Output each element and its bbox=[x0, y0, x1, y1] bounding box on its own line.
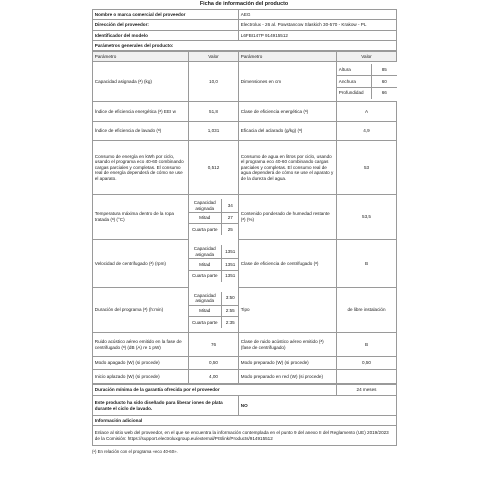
capacity-value: 10,0 bbox=[189, 62, 239, 102]
washing-index-value: 1,031 bbox=[189, 122, 239, 141]
delay-start-value: 4,00 bbox=[189, 370, 239, 384]
sheet-title: Ficha de información del producto bbox=[199, 1, 289, 7]
capacity-label: Capacidad asignada (ᵃ) (kg) bbox=[93, 62, 189, 102]
model-label: Identificador del modelo bbox=[93, 31, 239, 41]
standby-label: Modo preparado (W) (si procede) bbox=[239, 357, 337, 370]
load-label: Cuarta parte bbox=[189, 224, 221, 235]
spin-speed-value: 1351 bbox=[221, 245, 239, 258]
column-header-value: Valor bbox=[189, 52, 239, 62]
energy-class-label: Clase de eficiencia energética (ᵃ) bbox=[239, 102, 337, 122]
dimension-row bbox=[337, 64, 397, 75]
noise-value: 76 bbox=[189, 333, 239, 357]
load-row bbox=[189, 245, 239, 258]
duration-value: 2:55 bbox=[221, 305, 239, 316]
dimensions-cell bbox=[337, 62, 397, 102]
spin-class-label: Clase de eficiencia de centrifugado (ᵃ) bbox=[239, 240, 337, 288]
parameters-table bbox=[92, 51, 397, 384]
load-row bbox=[189, 259, 239, 270]
load-label: Mitad bbox=[189, 213, 221, 224]
load-label: Cuarta parte bbox=[189, 316, 221, 327]
dimensions-label: Dimensiones en cm bbox=[239, 62, 337, 102]
duration-table bbox=[189, 292, 239, 328]
address-label: Dirección del proveedor: bbox=[93, 20, 239, 31]
eei-label: Índice de eficiencia energética (ᵃ) EEI w bbox=[93, 102, 189, 122]
duration-label: Duración del programa (ᵃ) (h:min) bbox=[93, 288, 189, 333]
spin-class-value: B bbox=[337, 240, 397, 288]
load-label: Capacidad asignada bbox=[189, 292, 221, 305]
standby-value: 0,50 bbox=[337, 357, 397, 370]
load-label: Mitad bbox=[189, 259, 221, 270]
off-mode-label: Modo apagado (W) (si procede) bbox=[93, 357, 189, 370]
dimension-name: Altura bbox=[337, 64, 371, 75]
networked-standby-label: Modo preparado en red (W) (si procede) bbox=[239, 370, 337, 384]
noise-class-value: B bbox=[337, 333, 397, 357]
temperature-label: Temperatura máxima dentro de la ropa tratada (ᵃ) (°C) bbox=[93, 195, 189, 240]
spin-speed-cell bbox=[189, 240, 239, 288]
dimension-value: 60 bbox=[371, 76, 397, 87]
supplier-table bbox=[92, 9, 397, 51]
energy-consumption-label: Consumo de energía en kWh por ciclo, usando el programa eco 40-60 combinando cargas parciales y completas. El consumo real de energía dependerá de cómo se use el aparato. bbox=[93, 141, 189, 195]
type-value: de libre instalación bbox=[337, 288, 397, 333]
washing-index-label: Índice de eficiencia de lavado (ᵃ) bbox=[93, 122, 189, 141]
load-row bbox=[189, 213, 239, 224]
bottom-table bbox=[92, 384, 397, 446]
load-label: Capacidad asignada bbox=[189, 199, 221, 212]
warranty-label: Duración mínima de la garantía ofrecida por el proveedor bbox=[93, 385, 337, 396]
column-header-parameter-2: Parámetro bbox=[239, 52, 337, 62]
noise-class-label: Clase de ruido acústico aéreo emitido (ᵃ) (fase de centrifugado) bbox=[239, 333, 337, 357]
noise-label: Ruido acústico aéreo emitido en la fase de centrifugado (ᵃ) (dB (A) re 1 pW) bbox=[93, 333, 189, 357]
brand-label: Nombre o marca comercial del proveedor bbox=[93, 10, 239, 20]
off-mode-value: 0,50 bbox=[189, 357, 239, 370]
silver-ions-value: NO bbox=[239, 396, 397, 416]
moisture-label: Contenido ponderado de humedad restante (ᵃ) (%) bbox=[239, 195, 337, 240]
warranty-value: 24 meses bbox=[337, 385, 397, 396]
water-consumption-label: Consumo de agua en litros por ciclo, usando el programa eco 40-60 combinando cargas parciales y completas. El consumo real de agua dependerá de cómo se use el aparato y de la dureza del agua. bbox=[239, 141, 337, 195]
rinsing-value: 4,9 bbox=[337, 122, 397, 141]
load-row bbox=[189, 316, 239, 327]
load-label: Cuarta parte bbox=[189, 270, 221, 281]
column-header-value-2: Valor bbox=[337, 52, 397, 62]
spin-speed-value: 1351 bbox=[221, 259, 239, 270]
load-row bbox=[189, 270, 239, 281]
load-row bbox=[189, 292, 239, 305]
silver-ions-label: Este producto ha sido diseñado para liberar iones de plata durante el ciclo de lavado. bbox=[93, 396, 239, 416]
water-consumption-value: 53 bbox=[337, 141, 397, 195]
load-row bbox=[189, 199, 239, 212]
dimension-name: Anchura bbox=[337, 76, 371, 87]
footnote: (ᵃ) En relación con el programa «eco 40-60». bbox=[92, 449, 178, 454]
spin-speed-value: 1351 bbox=[221, 270, 239, 281]
moisture-value: 53,5 bbox=[337, 195, 397, 240]
model-value: L6FBI147P 914915512 bbox=[239, 31, 397, 41]
column-header-parameter: Parámetro bbox=[93, 52, 189, 62]
temperature-value: 27 bbox=[221, 213, 239, 224]
energy-class-value: A bbox=[337, 102, 397, 122]
dimension-row bbox=[337, 76, 397, 87]
dimensions-table bbox=[337, 64, 397, 98]
additional-info-text: Enlace al sitio web del proveedor, en el que se encuentra la información contemplada en el punto 9 del anexo II del Reglamento (UE) 2019/2023 de la Comisión: https://support.electroluxgroup.eu/external/PISlink/Products/914915512 bbox=[93, 426, 397, 446]
additional-info-header: Información adicional bbox=[93, 416, 397, 426]
networked-standby-value bbox=[337, 370, 397, 384]
duration-value: 3:50 bbox=[221, 292, 239, 305]
rinsing-label: Eficacia del aclarado (g/kg) (ᵃ) bbox=[239, 122, 337, 141]
general-parameters-header: Parámetros generales del producto: bbox=[93, 41, 397, 51]
load-label: Mitad bbox=[189, 305, 221, 316]
address-value: Electrolux - 26 al. Powstancow Slaskich 30-570 - Krakow - PL bbox=[239, 20, 397, 31]
dimension-value: 85 bbox=[371, 64, 397, 75]
dimension-name: Profundidad bbox=[337, 87, 371, 98]
load-row bbox=[189, 224, 239, 235]
dimension-row bbox=[337, 87, 397, 98]
temperature-cell bbox=[189, 195, 239, 240]
duration-value: 2:35 bbox=[221, 316, 239, 327]
load-label: Capacidad asignada bbox=[189, 245, 221, 258]
eei-value: 51,8 bbox=[189, 102, 239, 122]
temperature-table bbox=[189, 199, 239, 235]
spin-speed-label: Velocidad de centrifugado (ᵃ) (rpm) bbox=[93, 240, 189, 288]
energy-consumption-value: 0,512 bbox=[189, 141, 239, 195]
type-label: Tipo bbox=[239, 288, 337, 333]
load-row bbox=[189, 305, 239, 316]
sheet-container bbox=[92, 0, 396, 454]
brand-value: AEG bbox=[239, 10, 397, 20]
delay-start-label: Inicio aplazado (W) (si procede) bbox=[93, 370, 189, 384]
dimension-value: 66 bbox=[371, 87, 397, 98]
duration-cell bbox=[189, 288, 239, 333]
temperature-value: 34 bbox=[221, 199, 239, 212]
temperature-value: 25 bbox=[221, 224, 239, 235]
spin-speed-table bbox=[189, 245, 239, 281]
